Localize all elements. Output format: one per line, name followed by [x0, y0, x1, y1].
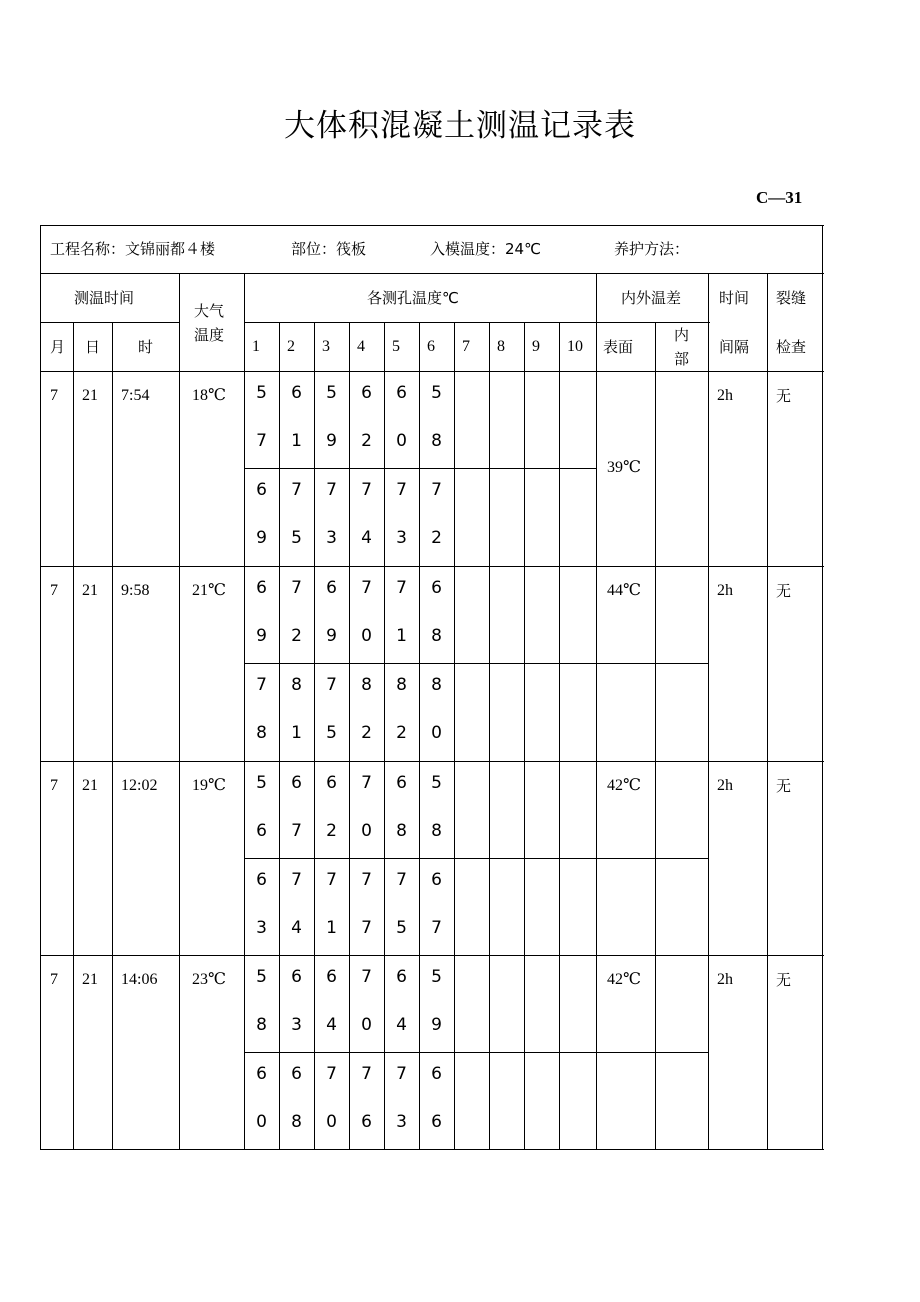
cell-hole-temp-digit: 9: [326, 431, 337, 451]
cell-hole-temp-digit: 0: [361, 821, 372, 841]
cell-hole-temp-digit: 6: [256, 578, 267, 598]
cell-hole-temp-digit: 2: [326, 821, 337, 841]
grid-line: [559, 322, 560, 1150]
cell-crack-check: 无: [776, 971, 792, 989]
cell-temp-diff: 39℃: [607, 459, 641, 476]
cell-hole-temp-digit: 7: [326, 1064, 337, 1084]
cell-hole-temp-digit: 7: [431, 918, 442, 938]
cell-hole-temp-digit: 7: [256, 431, 267, 451]
cell-hole-temp-digit: 8: [256, 1015, 267, 1035]
cell-hole-temp-digit: 0: [326, 1112, 337, 1132]
header-hole-temps: 各测孔温度℃: [367, 289, 459, 307]
grid-line: [596, 1052, 709, 1053]
header-day: 日: [85, 338, 101, 356]
temperature-record-table: [40, 225, 823, 1150]
header-hole-number: 7: [462, 338, 470, 355]
grid-line: [244, 1052, 597, 1053]
grid-line: [524, 322, 525, 1150]
cell-hole-temp-digit: 3: [396, 1112, 407, 1132]
cell-hole-temp-digit: 1: [291, 723, 302, 743]
cell-hole-temp-digit: 5: [326, 723, 337, 743]
header-interval-line2: 间隔: [719, 338, 750, 356]
header-hole-number: 4: [357, 338, 365, 355]
grid-line: [596, 273, 597, 1150]
cell-hole-temp-digit: 7: [291, 578, 302, 598]
header-hole-number: 5: [392, 338, 400, 355]
cell-hole-temp-digit: 2: [396, 723, 407, 743]
header-air-temp-line2: 温度: [194, 326, 225, 344]
cell-hole-temp-digit: 1: [396, 626, 407, 646]
cell-hole-temp-digit: 9: [326, 626, 337, 646]
cell-hole-temp-digit: 7: [256, 675, 267, 695]
cell-time: 12:02: [121, 777, 158, 794]
cell-hole-temp-digit: 0: [431, 723, 442, 743]
cell-hole-temp-digit: 7: [361, 480, 372, 500]
cell-hole-temp-digit: 8: [431, 431, 442, 451]
cell-hole-temp-digit: 6: [291, 773, 302, 793]
grid-line: [40, 761, 824, 762]
cell-day: 21: [82, 971, 98, 988]
cell-hole-temp-digit: 7: [396, 578, 407, 598]
cell-hole-temp-digit: 3: [291, 1015, 302, 1035]
cell-time: 9:58: [121, 582, 150, 599]
cell-interval: 2h: [717, 777, 733, 794]
cell-hole-temp-digit: 5: [256, 383, 267, 403]
header-hole-number: 3: [322, 338, 330, 355]
cell-temp-diff: 44℃: [607, 582, 641, 599]
cell-hole-temp-digit: 6: [291, 967, 302, 987]
grid-line: [179, 273, 180, 1150]
cell-hole-temp-digit: 4: [361, 528, 372, 548]
cell-hole-temp-digit: 2: [361, 431, 372, 451]
cell-hole-temp-digit: 7: [396, 480, 407, 500]
header-air-temp-line1: 大气: [194, 302, 225, 320]
cell-hole-temp-digit: 8: [396, 821, 407, 841]
header-month: 月: [50, 338, 66, 356]
grid-line: [40, 273, 824, 274]
cell-air-temp: 21℃: [192, 582, 226, 599]
header-hole-number: 9: [532, 338, 540, 355]
cell-hole-temp-digit: 7: [291, 480, 302, 500]
cell-hole-temp-digit: 1: [326, 918, 337, 938]
form-code: C—31: [756, 188, 803, 207]
cell-hole-temp-digit: 2: [291, 626, 302, 646]
grid-line: [244, 858, 597, 859]
cell-hole-temp-digit: 6: [291, 1064, 302, 1084]
cell-hole-temp-digit: 8: [291, 1112, 302, 1132]
cell-hole-temp-digit: 5: [431, 383, 442, 403]
cell-hole-temp-digit: 5: [396, 918, 407, 938]
table-border: [822, 225, 823, 1150]
cell-hole-temp-digit: 4: [396, 1015, 407, 1035]
cell-hole-temp-digit: 3: [256, 918, 267, 938]
cell-hole-temp-digit: 7: [291, 870, 302, 890]
grid-line: [40, 371, 824, 372]
cell-hole-temp-digit: 6: [431, 1064, 442, 1084]
cell-hole-temp-digit: 7: [361, 578, 372, 598]
cell-air-temp: 18℃: [192, 387, 226, 404]
grid-line: [596, 663, 709, 664]
header-crack-line1: 裂缝: [776, 289, 807, 307]
grid-line: [708, 273, 709, 1150]
cell-hole-temp-digit: 6: [326, 967, 337, 987]
part-label: 部位：筏板: [291, 240, 367, 258]
cell-hole-temp-digit: 7: [326, 675, 337, 695]
grid-line: [244, 663, 597, 664]
cell-month: 7: [50, 777, 58, 794]
cell-crack-check: 无: [776, 582, 792, 600]
cell-hole-temp-digit: 2: [361, 723, 372, 743]
cell-hole-temp-digit: 6: [431, 578, 442, 598]
cell-hole-temp-digit: 6: [256, 821, 267, 841]
table-border: [40, 225, 41, 1150]
table-border: [40, 1149, 824, 1150]
cell-hole-temp-digit: 7: [361, 1064, 372, 1084]
cell-hole-temp-digit: 7: [396, 870, 407, 890]
cell-hole-temp-digit: 7: [361, 773, 372, 793]
cell-hole-temp-digit: 7: [361, 870, 372, 890]
mold-temperature: 入模温度：24℃: [430, 240, 541, 258]
cell-hole-temp-digit: 8: [256, 723, 267, 743]
cell-hole-temp-digit: 7: [361, 918, 372, 938]
cell-hole-temp-digit: 6: [396, 967, 407, 987]
cell-hole-temp-digit: 0: [361, 626, 372, 646]
cell-hole-temp-digit: 3: [326, 528, 337, 548]
header-hole-number: 2: [287, 338, 295, 355]
cell-hole-temp-digit: 8: [431, 626, 442, 646]
cell-hole-temp-digit: 5: [256, 967, 267, 987]
project-name: 工程名称：文锦丽都４楼: [50, 240, 216, 258]
grid-line: [40, 322, 180, 323]
cell-hole-temp-digit: 6: [431, 1112, 442, 1132]
cell-hole-temp-digit: 1: [291, 431, 302, 451]
header-hole-number: 10: [567, 338, 583, 355]
cell-hole-temp-digit: 4: [291, 918, 302, 938]
cell-hole-temp-digit: 6: [326, 578, 337, 598]
cell-time: 14:06: [121, 971, 158, 988]
cell-hole-temp-digit: 8: [431, 821, 442, 841]
cell-interval: 2h: [717, 387, 733, 404]
header-surface: 表面: [603, 338, 634, 356]
cell-month: 7: [50, 582, 58, 599]
cell-crack-check: 无: [776, 777, 792, 795]
header-crack-line2: 检查: [776, 338, 807, 356]
curing-method: 养护方法：: [614, 240, 690, 258]
grid-line: [244, 468, 597, 469]
header-hour: 时: [138, 338, 154, 356]
grid-line: [596, 858, 709, 859]
cell-hole-temp-digit: 7: [326, 870, 337, 890]
cell-interval: 2h: [717, 971, 733, 988]
cell-hole-temp-digit: 9: [256, 626, 267, 646]
cell-hole-temp-digit: 6: [431, 870, 442, 890]
grid-line: [489, 322, 490, 1150]
header-hole-number: 1: [252, 338, 260, 355]
cell-hole-temp-digit: 0: [361, 1015, 372, 1035]
cell-time: 7:54: [121, 387, 150, 404]
cell-hole-temp-digit: 6: [361, 1112, 372, 1132]
header-measure-time: 测温时间: [74, 289, 135, 307]
cell-temp-diff: 42℃: [607, 971, 641, 988]
cell-hole-temp-digit: 7: [291, 821, 302, 841]
cell-hole-temp-digit: 9: [431, 1015, 442, 1035]
grid-line: [454, 322, 455, 1150]
cell-temp-diff: 42℃: [607, 777, 641, 794]
cell-crack-check: 无: [776, 387, 792, 405]
cell-hole-temp-digit: 5: [431, 773, 442, 793]
grid-line: [40, 955, 824, 956]
cell-hole-temp-digit: 8: [431, 675, 442, 695]
grid-line: [40, 566, 824, 567]
header-interval-line1: 时间: [719, 289, 750, 307]
cell-hole-temp-digit: 8: [361, 675, 372, 695]
header-hole-number: 6: [427, 338, 435, 355]
cell-hole-temp-digit: 6: [396, 773, 407, 793]
cell-hole-temp-digit: 7: [396, 1064, 407, 1084]
table-border: [40, 225, 824, 226]
cell-hole-temp-digit: 3: [396, 528, 407, 548]
cell-month: 7: [50, 387, 58, 404]
cell-hole-temp-digit: 6: [256, 870, 267, 890]
cell-interval: 2h: [717, 582, 733, 599]
cell-air-temp: 19℃: [192, 777, 226, 794]
cell-hole-temp-digit: 2: [431, 528, 442, 548]
header-inner-line2: 部: [674, 350, 690, 368]
grid-line: [73, 322, 74, 1150]
cell-day: 21: [82, 387, 98, 404]
page-title: 大体积混凝土测温记录表: [284, 108, 636, 144]
cell-hole-temp-digit: 6: [291, 383, 302, 403]
header-hole-number: 8: [497, 338, 505, 355]
cell-month: 7: [50, 971, 58, 988]
grid-line: [767, 273, 768, 1150]
header-inner-line1: 内: [674, 326, 690, 344]
cell-hole-temp-digit: 0: [256, 1112, 267, 1132]
cell-hole-temp-digit: 7: [326, 480, 337, 500]
cell-hole-temp-digit: 6: [396, 383, 407, 403]
cell-hole-temp-digit: 7: [431, 480, 442, 500]
cell-hole-temp-digit: 6: [256, 1064, 267, 1084]
cell-hole-temp-digit: 9: [256, 528, 267, 548]
cell-hole-temp-digit: 6: [256, 480, 267, 500]
cell-hole-temp-digit: 5: [431, 967, 442, 987]
cell-hole-temp-digit: 8: [291, 675, 302, 695]
cell-hole-temp-digit: 5: [256, 773, 267, 793]
cell-day: 21: [82, 582, 98, 599]
cell-air-temp: 23℃: [192, 971, 226, 988]
cell-hole-temp-digit: 6: [326, 773, 337, 793]
grid-line: [655, 322, 656, 1150]
cell-day: 21: [82, 777, 98, 794]
cell-hole-temp-digit: 5: [291, 528, 302, 548]
grid-line: [112, 322, 113, 1150]
cell-hole-temp-digit: 6: [361, 383, 372, 403]
cell-hole-temp-digit: 8: [396, 675, 407, 695]
cell-hole-temp-digit: 7: [361, 967, 372, 987]
cell-hole-temp-digit: 4: [326, 1015, 337, 1035]
cell-hole-temp-digit: 5: [326, 383, 337, 403]
cell-hole-temp-digit: 0: [396, 431, 407, 451]
header-temp-diff: 内外温差: [621, 289, 682, 307]
